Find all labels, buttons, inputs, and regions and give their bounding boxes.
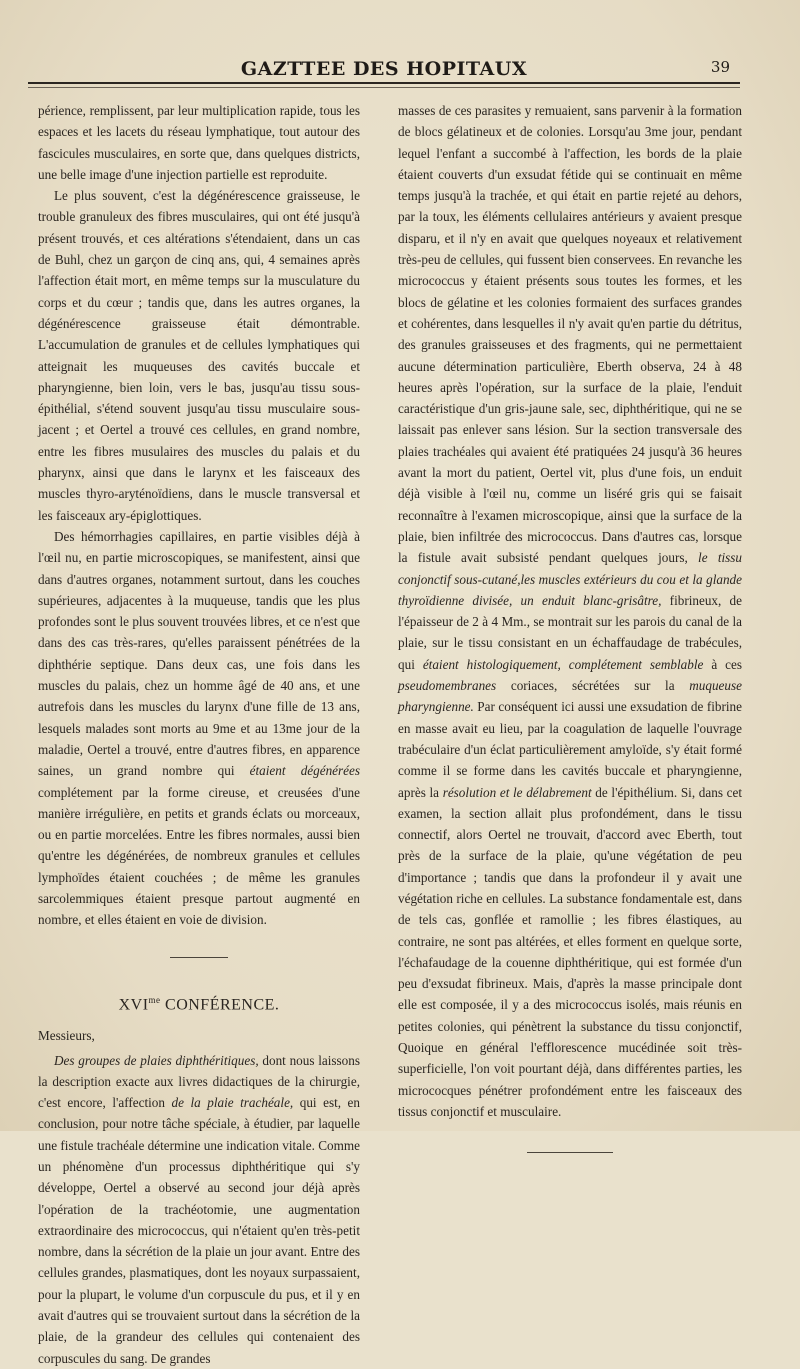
end-separator: [527, 1152, 613, 1153]
conference-word: CONFÉRENCE.: [160, 995, 280, 1013]
conference-ordinal-suffix: me: [148, 994, 161, 1005]
paragraph-text: coriaces, sécrétées sur la: [496, 678, 690, 694]
paragraph-text: dont nous laissons la description exacte aux livres didactiques de la chirurgie, c'est encore, l'affection: [38, 1052, 361, 1111]
italic-phrase: étaient histologiquement, complétement semblable: [422, 656, 704, 672]
italic-phrase: le tissu conjonctif sous-cutané,les muscles extérieurs du cou et la glande thyroïdienne divisée, un enduit blanc-grisâtre,: [398, 550, 742, 608]
paragraph-text: fibrineux, de l'épaisseur de 2 à 4 Mm., se montrait sur les parois du canal de la plaie, sur le tissu consistant en un échaffaudage de trabécules, qui: [398, 592, 742, 672]
paragraph-text: à ces: [703, 656, 742, 672]
header-rule-thin: [28, 87, 740, 88]
paragraph-hemorrhagies: [38, 526, 360, 931]
conference-heading: [38, 990, 360, 1016]
italic-phrase: pseudomembranes: [398, 678, 497, 694]
italic-phrase: étaient dégénérées: [249, 763, 361, 779]
italic-phrase: de la plaie trachéale,: [171, 1095, 294, 1111]
italic-phrase: résolution et le délabrement: [442, 784, 592, 800]
paragraph-text: de l'épithélium. Si, dans cet examen, la section allait plus profondément, dans le tissu connectif, alors Oertel ne trouvait, d'accord avec Eberth, tout près de la surface de la plaie, qu'une végétation de peu d'importance ; tandis que dans la profondeur il y avait une végétation riche en cellules. La substance fondamentale est, dans de tels cas, gonflée et ramollie ; les fibres élastiques, au contraire, ne sont pas altérées, et elles forment en quelque sorte, l'échafaudage de la couenne diphthéritique, qui est formée d'un peu d'exsudat fibrineux. Mais, d'après la masse principale dont elle est composée, il y a des micrococcus isolés, mais réunis en petites colonies, qui pénètrent la substance du tissu conjonctif, Quoique en général l'efflorescence mucédinée soit très-superficielle, l'on voit pourtant déjà, dans différentes parties, les micrococques pénétrer profondément entre les faisceaux des tissus conjonctif et musculaire.: [398, 784, 742, 1119]
paragraph-text: complétement par la forme cireuse, et creusées d'une manière irrégulière, en petits et grands éclats ou morceaux, ou en partie morcelées. Entre les fibres normales, aussi bien qu'entre les dégénérées, de nombreux granules et cellules lymphoïdes étaient couchées ; de même les granules sarcolemmiques étaient presque partout augmenté en nombre, et elles étaient en voie de division.: [38, 784, 360, 928]
section-separator: [170, 957, 228, 958]
paragraph-degenerescence: Le plus souvent, c'est la dégénérescence graisseuse, le trouble granuleux des fibres musculaires, qui ont été jusqu'à présent trouvés, et ces altérations s'étendaient, dans un cas de Buhl, chez un garçon de cinq ans, qui, 4 semaines après l'affection était mort, en même temps sur la musculature du corps et du cœur ; tandis que, dans les autres organes, la dégénérescence graisseuse était démontrable. L'accumulation de granules et de cellules lymphatiques qui atteignait les muqueuses des cavités buccale et pharyngienne, bien loin, vers le bas, jusqu'au tissu sous-épithélial, s'étend souvent jusqu'au tissu musculaire sous-jacent ; et Oertel a trouvé ces cellules, en grand nombre, entre les fibres musulaires des muscles du palais et du pharynx, ainsi que dans le larynx et les faisceaux des muscles thyro-aryténoïdiens, dans le muscle transversal et les faisceaux ary-épiglottiques.: [38, 188, 360, 523]
right-column: [398, 100, 742, 1153]
paragraph-plaies: [38, 1050, 360, 1369]
italic-phrase: Des groupes de plaies diphthéritiques,: [54, 1052, 259, 1068]
italic-phrase: muqueuse pharyngienne.: [398, 678, 742, 715]
journal-title: GAZTTEE DES HOPITAUX: [240, 58, 528, 80]
paragraph-continuation: périence, remplissent, par leur multiplication rapide, tous les espaces et les lacets du réseau lymphatique, tout autour des fascicules musculaires, en sorte que, dans quelques districts, une belle image d'une injection partielle est reproduite.: [38, 103, 360, 182]
salutation: Messieurs,: [38, 1028, 95, 1044]
paragraph-text: masses de ces parasites y remuaient, sans parvenir à la formation de blocs gélatineux et de colonies. Lorsqu'au 3me jour, pendant lequel l'enfant a succombé à l'affection, les bords de la plaie étaient couverts d'un exsudat fétide qui se continuait en même temps jusqu'à la trachée, et qui était en partie rejeté au dehors, par la toux, les éléments cellulaires antérieurs y avaient presque disparu, et il n'y en avait que quelques noyeaux et relativement très-peu de cellules, qui fussent bien conservees. En revanche les micrococcus y étaient présents sous toutes les formes, et les blocs de gélatine et les colonies formaient des surfaces grandes et cohérentes, dans lesquelles il n'y avait qu'en partie du détritus, des granules graisseuses et des fragments, qui ne permettaient aucune détermination particulière, Eberth observa, 24 à 48 heures après l'opération, sur la surface de la plaie, l'enduit caractéristique d'un gris-jaune sale, sec, diphthéritique, qui ne se laissait pas enlever sans lésion. Sur la section transversale des plaies trachéales qui avaient été pratiquées 24 jusqu'à 36 heures avant la mort du patient, Oertel vit, plus d'une fois, un enduit déjà visible à l'œil nu, comme un liséré gris qui se faisait reconnaître à l'examen microscopique, ainsi que la surface de la plaie, bien infiltrée des micrococcus. Dans d'autres cas, lorsque la fistule avait subsisté pendant quelques jours,: [398, 103, 742, 566]
page-number: 39: [710, 58, 730, 76]
conference-numeral: XVI: [118, 995, 149, 1013]
paragraph-text: qui est, en conclusion, pour notre tâche spéciale, à étudier, par laquelle une fistule trachéale détermine une indication vitale. Comme un phénomène d'un processus diphthéritique qui s'y développe, Oertel a observé au second jour déjà après l'opération de la trachéotomie, une augmentation extraordinaire des micrococcus, qui n'étaient qu'en très-petit nombre, dans la sécrétion de la plaie un jour avant. Entre des cellules grandes, plasmatiques, dont les noyaux surpassaient, pour la plupart, le volume d'un corpuscule du pus, et il y en avait d'autres qui se trouvaient surtout dans la sécrétion de la plaie, de la grandeur des cellules qui contenaient des corpuscules du sang. De grandes: [38, 1095, 360, 1366]
paragraph-text: Par conséquent ici aussi une exsudation de fibrine en masse avait eu lieu, par la coagulation de laquelle l'ouvrage trabéculaire d'un éclat particulièrement amyloïde, s'y était formé comme il se forme dans les cavités buccale et pharyngienne, après la: [398, 699, 742, 800]
header-rule-thick: [28, 82, 740, 84]
paragraph-text: Des hémorrhagies capillaires, en partie visibles déjà à l'œil nu, en partie microscopiques, se manifestent, ainsi que dans d'autres organes, notamment surtout, dans les couches supérieures, adjacentes à la muqueuse, tandis que les plus profondes sont le plus souvent trouvées libres, et ce n'est que dans des cas très-rares, qu'elles paraissent pénétrées de la diphthérie septique. Dans deux cas, une fois dans les muscles du palais, chez un homme âgé de 40 ans, et une autrefois dans les muscles du larynx d'une fille de 13 ans, lesquels malades sont morts au 9me et au 13me jour de la maladie, Oertel a trouvé, entre d'autres fibres, en apparence saines, un grand nombre qui: [38, 528, 360, 779]
page-header: [28, 52, 740, 92]
paragraph-masses: [398, 100, 742, 1122]
left-column: [38, 100, 360, 1369]
